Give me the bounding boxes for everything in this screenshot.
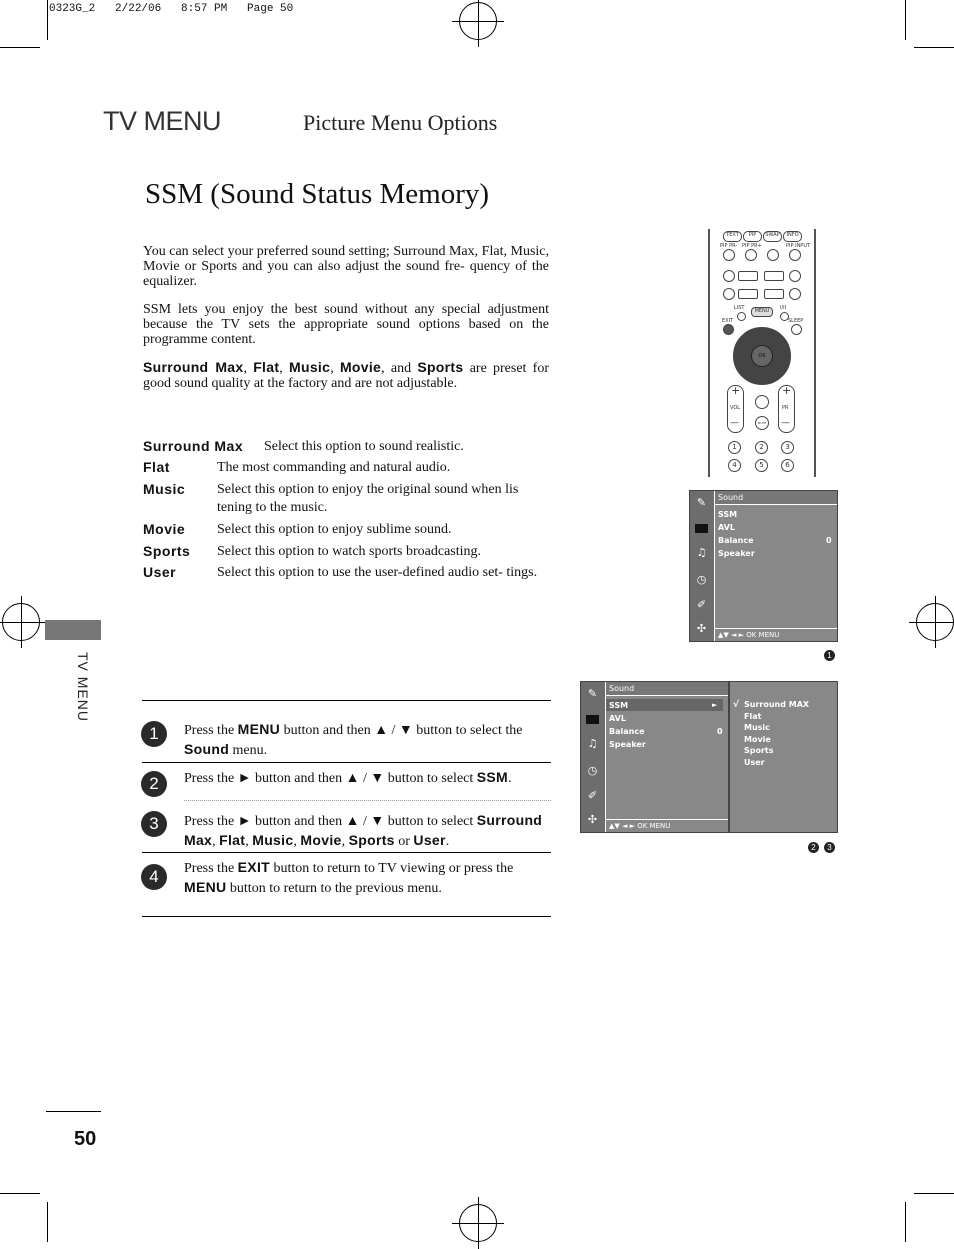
step-2-text: Press the ► button and then ▲ / ▼ button to select SSM.: [184, 769, 512, 786]
preset-term: Sports: [417, 359, 464, 375]
remote-ok-button: OK: [751, 345, 773, 367]
osd-balance-value: 0: [717, 727, 723, 736]
registration-mark-right: [916, 603, 954, 641]
intro-paragraph-3: Surround Max, Flat, Music, Movie, and Sports are preset for good sound quality at the factory and are not adjustable.: [143, 359, 549, 391]
osd-item-balance: Balance: [609, 727, 645, 736]
remote-number-button: 5: [755, 459, 768, 472]
preset-and: , and: [381, 361, 412, 376]
steps-dotted-divider: [184, 800, 551, 801]
step-4-text: Press the EXIT button to return to TV viewing or press the MENU button to return to the previous menu.: [184, 859, 514, 896]
callout-badge: 3: [824, 842, 835, 853]
preset-rest: are preset for good sound quality at the factory and are not adjustable.: [143, 361, 549, 391]
option-desc-music: Select this option to enjoy the original sound when lis tening to the music.: [217, 482, 519, 515]
osd-submenu-item: Movie: [744, 735, 771, 744]
osd-sound-menu-ssm: [580, 681, 729, 833]
remote-label: PIP INPUT: [786, 243, 811, 249]
lock-icon: ✣: [696, 622, 707, 635]
satellite-icon: ✎: [587, 687, 598, 700]
remote-button: [745, 249, 757, 261]
osd-ssm-submenu: [729, 681, 838, 833]
remote-number-button: 2: [755, 441, 768, 454]
remote-button: [738, 289, 758, 299]
osd-item-speaker: Speaker: [609, 740, 646, 749]
steps-rule-top: [142, 700, 551, 701]
remote-label: +: [782, 384, 792, 397]
picture-icon: [695, 524, 708, 533]
time-icon: ◷: [696, 573, 707, 586]
remote-menu-button: MENU: [751, 307, 773, 317]
remote-button: [789, 270, 801, 282]
print-header: 0323G_2 2/22/06 8:57 PM Page 50: [49, 3, 294, 15]
preset-term: Flat: [253, 359, 280, 375]
remote-number-button: 4: [728, 459, 741, 472]
step-1-text: Press the MENU button and then ▲ / ▼ button to select the Sound menu.: [184, 721, 523, 758]
remote-button: [737, 312, 746, 321]
osd-footer: ▲▼ ◄ ► OK MENU: [606, 819, 728, 832]
time-icon: ◷: [587, 764, 598, 777]
option-term-surround-max: Surround Max: [143, 438, 244, 454]
option-icon: ✐: [587, 789, 598, 802]
step-number: 4: [141, 864, 167, 890]
remote-button: [764, 271, 784, 281]
step-3-text: Press the ► button and then ▲ / ▼ button to select Surround Max, Flat, Music, Movie, Sports or User.: [184, 812, 543, 849]
osd-submenu-item: Music: [744, 723, 770, 732]
remote-number-button: 3: [781, 441, 794, 454]
preset-term: Surround Max: [143, 359, 244, 375]
remote-button: [755, 395, 769, 409]
remote-label: —: [781, 418, 790, 428]
remote-button: [723, 288, 735, 300]
osd-icon-bar: [690, 491, 715, 641]
remote-label: +: [731, 384, 741, 397]
remote-label: I/II: [780, 305, 787, 311]
preset-term: Movie: [339, 359, 382, 375]
registration-mark-left: [2, 603, 40, 641]
remote-button: [738, 271, 758, 281]
osd-submenu-item: User: [744, 758, 765, 767]
registration-mark-bottom: [459, 1204, 497, 1242]
step-number: 2: [141, 771, 167, 797]
page-title: SSM (Sound Status Memory): [145, 178, 490, 210]
steps-rule: [142, 852, 551, 853]
osd-submenu-item: Sports: [744, 746, 774, 755]
callout-badge: 1: [824, 650, 835, 661]
remote-button: [764, 289, 784, 299]
remote-exit-button: [723, 324, 734, 335]
option-term-music: Music: [143, 481, 186, 497]
satellite-icon: ✎: [696, 496, 707, 509]
page-number: 50: [74, 1128, 97, 1150]
remote-label: —: [730, 418, 739, 428]
osd-header: Sound: [715, 491, 837, 505]
remote-button: TEXT: [723, 231, 742, 242]
step-number: 3: [141, 811, 167, 837]
remote-number-button: 6: [781, 459, 794, 472]
osd-check-mark: √: [733, 700, 740, 710]
steps-rule-bottom: [142, 916, 551, 917]
remote-mute-button: MUTE: [755, 416, 769, 430]
option-desc-surround-max: Select this option to sound realistic.: [264, 439, 464, 454]
option-term-sports: Sports: [143, 543, 191, 559]
remote-label: VOL: [730, 405, 741, 411]
option-icon: ✐: [696, 598, 707, 611]
remote-control-illustration: [708, 229, 816, 477]
remote-label: SLEEP: [788, 318, 804, 324]
registration-mark-top: [459, 2, 497, 40]
osd-icon-bar: [581, 682, 606, 832]
osd-item-ssm: SSM: [609, 701, 629, 710]
remote-button: [791, 324, 802, 335]
remote-button: SWAP: [763, 231, 782, 242]
option-term-user: User: [143, 564, 177, 580]
intro-paragraph-2: SSM lets you enjoy the best sound without any special adjustment because the TV sets the appropriate sound options based on the programme content.: [143, 302, 549, 347]
remote-label: PIP PR+: [742, 243, 762, 249]
osd-submenu-item: Flat: [744, 712, 762, 721]
lock-icon: ✣: [587, 813, 598, 826]
osd-item-speaker: Speaker: [718, 549, 755, 558]
section-subtitle: Picture Menu Options: [303, 110, 498, 135]
intro-paragraph-1: You can select your preferred sound setting; Surround Max, Flat, Music, Movie or Sports and you can also adjust the sound fre- quency of the equalizer.: [143, 244, 549, 289]
osd-header: Sound: [606, 682, 728, 696]
side-tab-marker: [45, 620, 101, 640]
sound-icon: ♫: [696, 546, 707, 559]
osd-item-avl: AVL: [718, 523, 735, 532]
option-desc-user: Select this option to use the user-defined audio set- tings.: [217, 565, 538, 580]
osd-item-avl: AVL: [609, 714, 626, 723]
osd-footer: ▲▼ ◄ ► OK MENU: [715, 628, 837, 641]
option-desc-sports: Select this option to watch sports broadcasting.: [217, 544, 482, 559]
osd-sound-menu: [689, 490, 838, 642]
picture-icon: [586, 715, 599, 724]
side-tab-label: TV MENU: [75, 652, 91, 722]
remote-button: [789, 249, 801, 261]
remote-button: [723, 270, 735, 282]
osd-submenu-arrow: ►: [712, 701, 718, 709]
osd-item-ssm: SSM: [718, 510, 738, 519]
remote-number-button: 1: [728, 441, 741, 454]
osd-item-balance: Balance: [718, 536, 754, 545]
osd-submenu-item: Surround MAX: [744, 700, 810, 709]
osd-balance-value: 0: [826, 536, 832, 545]
remote-label: PR: [782, 405, 789, 411]
remote-label: EXIT: [722, 318, 734, 324]
remote-label: PIP PR-: [720, 243, 738, 249]
option-desc-movie: Select this option to enjoy sublime sound.: [217, 522, 452, 537]
remote-button: [723, 249, 735, 261]
remote-button: [767, 249, 779, 261]
option-desc-flat: The most commanding and natural audio.: [217, 460, 451, 475]
section-title: TV MENU: [103, 106, 221, 136]
remote-button: INFO: [783, 231, 802, 242]
remote-label: LIST: [734, 305, 745, 311]
option-term-movie: Movie: [143, 521, 186, 537]
sound-icon: ♫: [587, 737, 598, 750]
remote-button: [789, 288, 801, 300]
step-number: 1: [141, 721, 167, 747]
preset-term: Music: [289, 359, 331, 375]
footer-rule: [46, 1111, 101, 1112]
callout-badge: 2: [808, 842, 819, 853]
option-term-flat: Flat: [143, 459, 170, 475]
remote-button: PIP: [743, 231, 762, 242]
steps-rule: [142, 762, 551, 763]
